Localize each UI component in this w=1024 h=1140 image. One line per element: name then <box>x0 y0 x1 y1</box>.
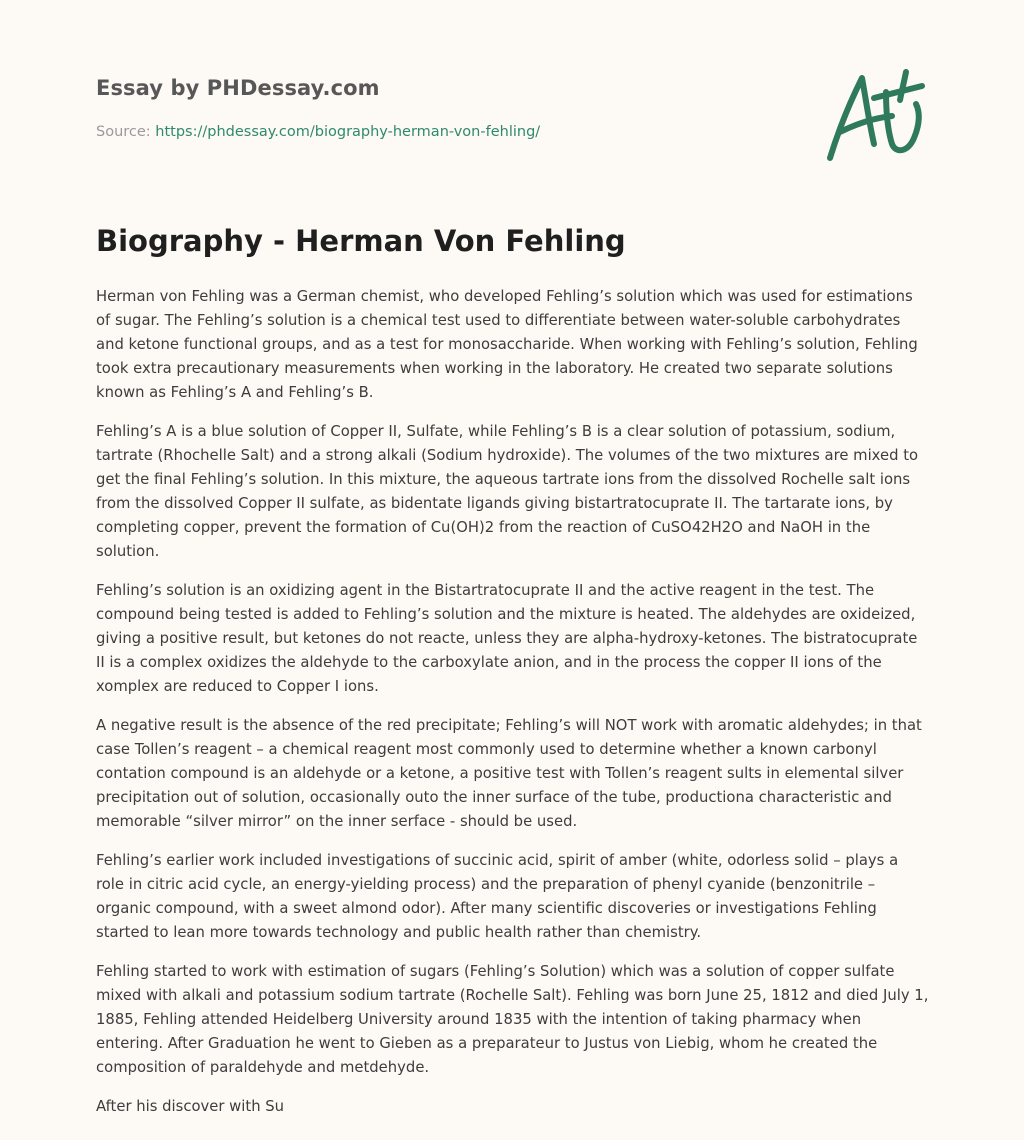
source-link[interactable]: https://phdessay.com/biography-herman-von-fehling/ <box>155 124 541 140</box>
source-label: Source: <box>96 124 156 140</box>
paragraph: A negative result is the absence of the red precipitate; Fehling’s will NOT work with aromatic aldehydes; in that case Tollen’s reagent – a chemical reagent most commonly used to determine whether a known carbonyl contation compound is an aldehyde or a ketone, a positive test with Tollen’s reagent sults in elemental silver precipitation out of solution, occasionally outo the inner surface of the tube, productiona characteristic and memorable “silver mirror” on the inner serface - should be used. <box>96 717 922 830</box>
article-body <box>96 285 930 1134</box>
paragraph: Fehling’s solution is an oxidizing agent in the Bistartratocuprate II and the active reagent in the test. The compound being tested is added to Fehling’s solution and the mixture is heated. The aldehydes are oxideized, giving a positive result, but ketones do not reacte, unless they are alpha-hydroxy-ketones. The bistratocuprate II is a complex oxidizes the aldehyde to the carboxylate anion, and in the process the copper II ions of the xomplex are reduced to Copper I ions. <box>96 582 918 695</box>
a-plus-logo-icon <box>816 66 932 166</box>
page-title: Biography - Herman Von Fehling <box>96 224 626 258</box>
paragraph: Fehling’s A is a blue solution of Copper II, Sulfate, while Fehling’s B is a clear solution of potassium, sodium, tartrate (Rhochelle Salt) and a strong alkali (Sodium hydroxide). The volumes of the two mixtures are mixed to get the final Fehling’s solution. In this mixture, the aqueous tartrate ions from the dissolved Rochelle salt ions from the dissolved Copper II sulfate, as bidentate ligands giving bistartratocuprate II. The tartarate ions, by completing copper, prevent the formation of Cu(OH)2 from the reaction of CuSO42H2O and NaOH in the solution. <box>96 423 919 560</box>
paragraph: After his discover with Su <box>96 1098 285 1115</box>
paragraph: Herman von Fehling was a German chemist, who developed Fehling’s solution which was used for estimations of sugar. The Fehling’s solution is a chemical test used to differentiate between water-soluble carbohydrates and ketone functional groups, and as a test for monosaccharide. When working with Fehling’s solution, Fehling took extra precautionary measurements when working in the laboratory. He created two separate solutions known as Fehling’s A and Fehling’s B. <box>96 288 918 401</box>
paragraph: Fehling’s earlier work included investigations of succinic acid, spirit of amber (white, odorless solid – plays a role in citric acid cycle, an energy-yielding process) and the preparation of phenyl cyanide (benzonitrile – organic compound, with a sweet almond odor). After many scientific discoveries or investigations Fehling started to lean more towards technology and public health rather than chemistry. <box>96 852 899 941</box>
site-brand: Essay by PHDessay.com <box>96 76 380 100</box>
paragraph: Fehling started to work with estimation of sugars (Fehling’s Solution) which was a solution of copper sulfate mixed with alkali and potassium sodium tartrate (Rochelle Salt). Fehling was born June 25, 1812 and died July 1, 1885, Fehling attended Heidelberg University around 1835 with the intention of taking pharmacy when entering. After Graduation he went to Gieben as a preparateur to Justus von Liebig, whom he created the composition of paraldehyde and metdehyde. <box>96 963 929 1076</box>
source-line <box>96 124 540 140</box>
